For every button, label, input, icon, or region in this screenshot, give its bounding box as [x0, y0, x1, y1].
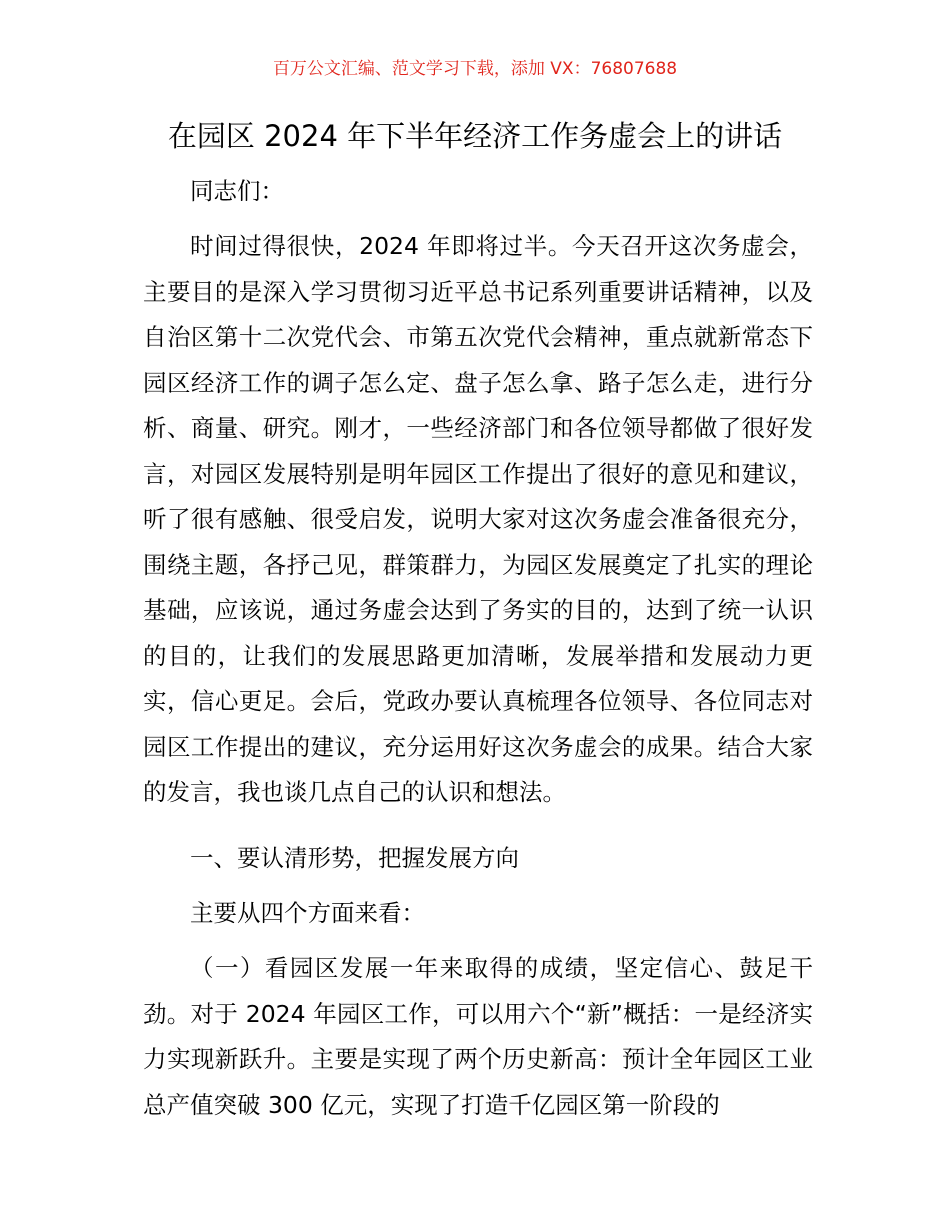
paragraph-intro: 时间过得很快，2024 年即将过半。今天召开这次务虚会，主要目的是深入学习贯彻习近平总书记系列重要讲话精神，以及自治区第十二次党代会、市第五次党代会精神，重点就新常态下园区经济工作的调子怎么定、盘子怎么拿、路子怎么走，进行分析、商量、研究。刚才，一些经济部门和各位领导都做了很好发言，对园区发展特别是明年园区工作提出了很好的意见和建议，听了很有感触、很受启发，说明大家对这次务虚会准备很充分，围绕主题，各抒己见，群策群力，为园区发展奠定了扎实的理论基础，应该说，通过务虚会达到了务实的目的，达到了统一认识的目的，让我们的发展思路更加清晰，发展举措和发展动力更实，信心更足。会后，党政办要认真梳理各位领导、各位同志对园区工作提出的建议，充分运用好这次务虚会的成果。结合大家的发言，我也谈几点自己的认识和想法。 [143, 232, 813, 806]
salutation: 同志们： [190, 177, 284, 205]
paragraph-section-1: （一）看园区发展一年来取得的成绩，坚定信心、鼓足干劲。对于 2024 年园区工作，可以用六个“新”概括：一是经济实力实现新跃升。主要是实现了两个历史新高：预计全年园区工业总产值突破 300 亿元，实现了打造千亿园区第一阶段的 [143, 954, 813, 1119]
paragraph-lead: 主要从四个方面来看： [190, 899, 425, 927]
section-heading-1: 一、要认清形势，把握发展方向 [190, 844, 519, 872]
header-watermark-note: 百万公文汇编、范文学习下载，添加 VX：76807688 [272, 59, 678, 79]
document-title: 在园区 2024 年下半年经济工作务虚会上的讲话 [167, 119, 783, 153]
